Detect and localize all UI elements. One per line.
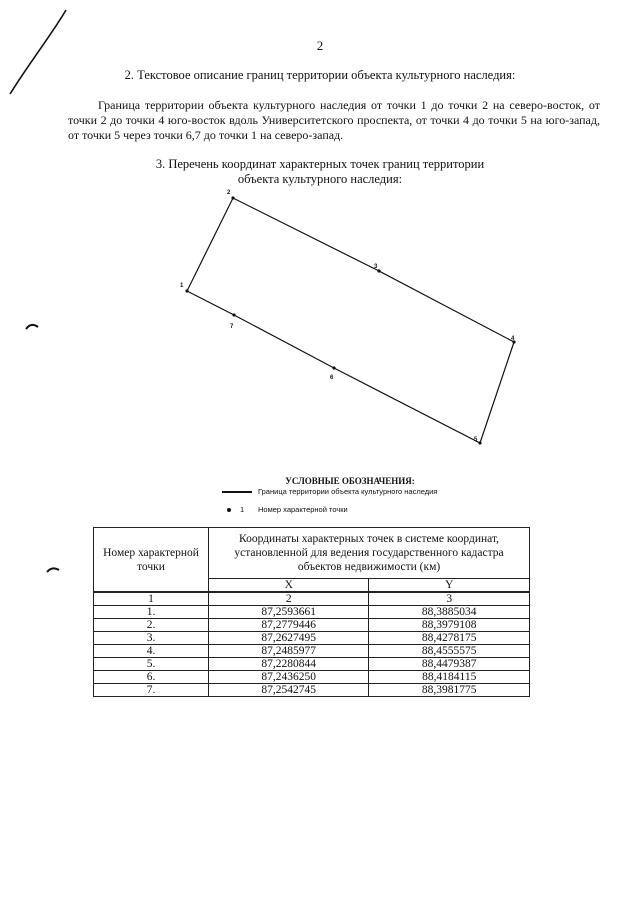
legend-line-symbol: [222, 491, 252, 493]
header-point-number: Номер характерной точки: [94, 528, 209, 593]
x-cell: 87,2485977: [209, 645, 369, 658]
table-row: [94, 619, 530, 632]
point-marker-3: [377, 269, 380, 272]
point-number-cell: 1.: [94, 606, 209, 619]
header-coordinates: Координаты характерных точек в системе координат, установленной для ведения государственного кадастра объектов недвижимости (км): [209, 528, 530, 579]
x-cell: 87,2779446: [209, 619, 369, 632]
column-index-row: [94, 592, 530, 606]
legend-point-symbol: [227, 508, 231, 512]
point-marker-5: [478, 441, 481, 444]
header-x: X: [209, 579, 369, 593]
y-cell: 88,3981775: [369, 684, 530, 697]
page-number: 2: [316, 38, 324, 53]
column-index: 3: [369, 592, 530, 606]
table-row: [94, 671, 530, 684]
point-label-1: 1: [180, 283, 184, 289]
column-index: 1: [94, 592, 209, 606]
table-row: [94, 684, 530, 697]
point-marker-6: [332, 366, 335, 369]
point-number-cell: 5.: [94, 658, 209, 671]
point-number-cell: 6.: [94, 671, 209, 684]
y-cell: 88,4555575: [369, 645, 530, 658]
y-cell: 88,4479387: [369, 658, 530, 671]
legend-point-text: Номер характерной точки: [258, 505, 348, 514]
boundary-line: [187, 198, 514, 443]
point-label-2: 2: [227, 190, 231, 196]
y-cell: 88,4184115: [369, 671, 530, 684]
x-cell: 87,2627495: [209, 632, 369, 645]
point-marker-1: [185, 289, 188, 292]
point-marker-2: [231, 196, 234, 199]
coordinates-table: [93, 527, 530, 697]
header-y: Y: [369, 579, 530, 593]
point-number-cell: 7.: [94, 684, 209, 697]
y-cell: 88,3979108: [369, 619, 530, 632]
y-cell: 88,4278175: [369, 632, 530, 645]
point-number-cell: 2.: [94, 619, 209, 632]
legend-line-text: Граница территории объекта культурного наследия: [258, 487, 438, 496]
x-cell: 87,2593661: [209, 606, 369, 619]
legend-title: УСЛОВНЫЕ ОБОЗНАЧЕНИЯ:: [285, 476, 415, 486]
y-cell: 88,3885034: [369, 606, 530, 619]
point-label-6: 6: [330, 375, 334, 381]
x-cell: 87,2542745: [209, 684, 369, 697]
point-label-3: 3: [374, 264, 378, 270]
point-number-cell: 3.: [94, 632, 209, 645]
point-label-4: 4: [511, 336, 515, 342]
x-cell: 87,2436250: [209, 671, 369, 684]
legend-point-number: 1: [240, 505, 245, 514]
table-row: [94, 658, 530, 671]
point-label-7: 7: [230, 324, 234, 330]
point-label-5: 5: [474, 437, 478, 443]
table-row: [94, 645, 530, 658]
section3-heading-line1: 3. Перечень координат характерных точек границ территории: [155, 157, 485, 171]
x-cell: 87,2280844: [209, 658, 369, 671]
table-row: [94, 632, 530, 645]
section3-heading-line2: объекта культурного наследия:: [237, 172, 403, 186]
section2-body-text: Граница территории объекта культурного наследия от точки 1 до точки 2 на северо-восток, от точки 2 до точки 4 юго-восток вдоль Университетского проспекта, от точки 4 до точки 5 на юго-запад, от точки 5 через точки 6,7 до точки 1 на северо-запад.: [68, 98, 600, 142]
column-index: 2: [209, 592, 369, 606]
point-number-cell: 4.: [94, 645, 209, 658]
table-row: [94, 606, 530, 619]
section2-heading: 2. Текстовое описание границ территории объекта культурного наследия:: [124, 68, 516, 82]
point-marker-7: [232, 313, 235, 316]
